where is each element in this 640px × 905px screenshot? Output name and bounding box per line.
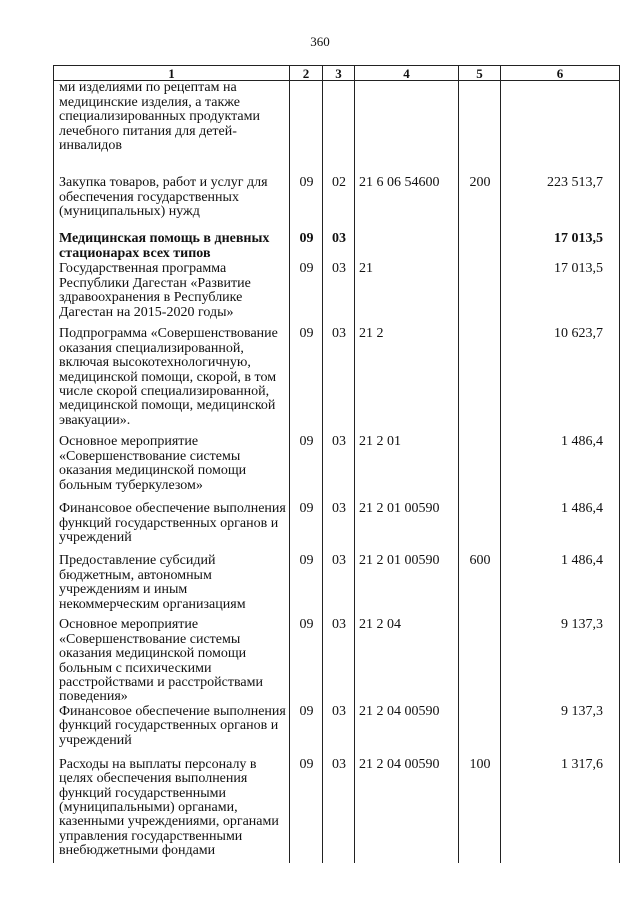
row-amount: 17 013,5 xyxy=(501,262,620,327)
row-target-article xyxy=(355,81,459,177)
header-col-4: 4 xyxy=(355,66,459,81)
row-expense-type xyxy=(459,81,501,177)
row-description: ми изделиями по рецептам на медицинские изделия, а также специализированных продуктами лечебного питания для детей-инвалидов xyxy=(54,81,290,177)
row-expense-type: 600 xyxy=(459,554,501,618)
row-target-article: 21 6 06 54600 xyxy=(355,176,459,232)
row-target-article: 21 2 01 00590 xyxy=(355,502,459,554)
row-expense-type xyxy=(459,435,501,502)
row-expense-type xyxy=(459,327,501,435)
row-subsection: 03 xyxy=(323,758,355,863)
row-target-article xyxy=(355,232,459,262)
row-subsection: 03 xyxy=(323,705,355,758)
row-description: Основное мероприятие «Совершенствование системы оказания медицинской помощи больным с психическими расстройствами и расстройствами поведения» xyxy=(54,618,290,704)
row-subsection: 03 xyxy=(323,618,355,704)
row-section: 09 xyxy=(290,176,323,232)
row-target-article: 21 2 04 00590 xyxy=(355,758,459,863)
header-col-3: 3 xyxy=(323,66,355,81)
row-expense-type xyxy=(459,705,501,758)
row-target-article: 21 xyxy=(355,262,459,327)
table-row xyxy=(54,705,620,758)
table-row xyxy=(54,554,620,618)
header-col-5: 5 xyxy=(459,66,501,81)
row-description: Медицинская помощь в дневных стационарах всех типов xyxy=(54,232,290,262)
row-section: 09 xyxy=(290,262,323,327)
row-description: Закупка товаров, работ и услуг для обеспечения государственных (муниципальных) нужд xyxy=(54,176,290,232)
table-row-section-heading xyxy=(54,232,620,262)
row-target-article: 21 2 01 00590 xyxy=(355,554,459,618)
row-subsection: 03 xyxy=(323,262,355,327)
table-row xyxy=(54,618,620,704)
row-expense-type xyxy=(459,618,501,704)
row-description: Расходы на выплаты персоналу в целях обеспечения выполнения функций государственными (муниципальными) органами, казенными учреждениями, органами управления государственными внебюджетными фондами xyxy=(54,758,290,863)
row-description: Основное мероприятие «Совершенствование системы оказания медицинской помощи больным туберкулезом» xyxy=(54,435,290,502)
budget-table xyxy=(53,65,620,863)
row-section xyxy=(290,81,323,177)
row-target-article: 21 2 xyxy=(355,327,459,435)
row-target-article: 21 2 04 00590 xyxy=(355,705,459,758)
row-amount: 9 137,3 xyxy=(501,618,620,704)
row-target-article: 21 2 01 xyxy=(355,435,459,502)
row-section: 09 xyxy=(290,758,323,863)
table-body xyxy=(54,81,620,863)
row-subsection: 03 xyxy=(323,327,355,435)
row-subsection: 02 xyxy=(323,176,355,232)
row-expense-type xyxy=(459,232,501,262)
row-subsection: 03 xyxy=(323,232,355,262)
row-section: 09 xyxy=(290,618,323,704)
row-section: 09 xyxy=(290,502,323,554)
row-amount: 1 486,4 xyxy=(501,435,620,502)
row-amount: 223 513,7 xyxy=(501,176,620,232)
row-section: 09 xyxy=(290,327,323,435)
row-target-article: 21 2 04 xyxy=(355,618,459,704)
row-amount: 1 486,4 xyxy=(501,554,620,618)
row-expense-type: 100 xyxy=(459,758,501,863)
table-row xyxy=(54,758,620,863)
row-description: Государственная программа Республики Дагестан «Развитие здравоохранения в Республике Дагестан на 2015-2020 годы» xyxy=(54,262,290,327)
table-row xyxy=(54,176,620,232)
row-amount: 9 137,3 xyxy=(501,705,620,758)
row-amount: 17 013,5 xyxy=(501,232,620,262)
row-subsection: 03 xyxy=(323,502,355,554)
table-row xyxy=(54,502,620,554)
row-section: 09 xyxy=(290,705,323,758)
row-description: Финансовое обеспечение выполнения функций государственных органов и учреждений xyxy=(54,705,290,758)
row-section: 09 xyxy=(290,554,323,618)
row-expense-type xyxy=(459,262,501,327)
row-subsection xyxy=(323,81,355,177)
table-row xyxy=(54,435,620,502)
header-col-6: 6 xyxy=(501,66,620,81)
row-amount: 1 486,4 xyxy=(501,502,620,554)
row-section: 09 xyxy=(290,435,323,502)
row-section: 09 xyxy=(290,232,323,262)
row-subsection: 03 xyxy=(323,554,355,618)
row-expense-type xyxy=(459,502,501,554)
row-expense-type: 200 xyxy=(459,176,501,232)
table-header xyxy=(54,66,620,81)
table-row xyxy=(54,262,620,327)
table-row xyxy=(54,81,620,177)
row-description: Подпрограмма «Совершенствование оказания специализированной, включая высокотехнологичную, медицинской помощи, скорой, в том числе скорой специализированной, медицинской помощи, медицинской эвакуации». xyxy=(54,327,290,435)
row-amount: 1 317,6 xyxy=(501,758,620,863)
row-subsection: 03 xyxy=(323,435,355,502)
row-amount xyxy=(501,81,620,177)
table-row xyxy=(54,327,620,435)
row-amount: 10 623,7 xyxy=(501,327,620,435)
header-col-1: 1 xyxy=(54,66,290,81)
header-col-2: 2 xyxy=(290,66,323,81)
page-number: 360 xyxy=(310,34,330,49)
row-description: Финансовое обеспечение выполнения функций государственных органов и учреждений xyxy=(54,502,290,554)
row-description: Предоставление субсидий бюджетным, автономным учреждениям и иным некоммерческим организациям xyxy=(54,554,290,618)
